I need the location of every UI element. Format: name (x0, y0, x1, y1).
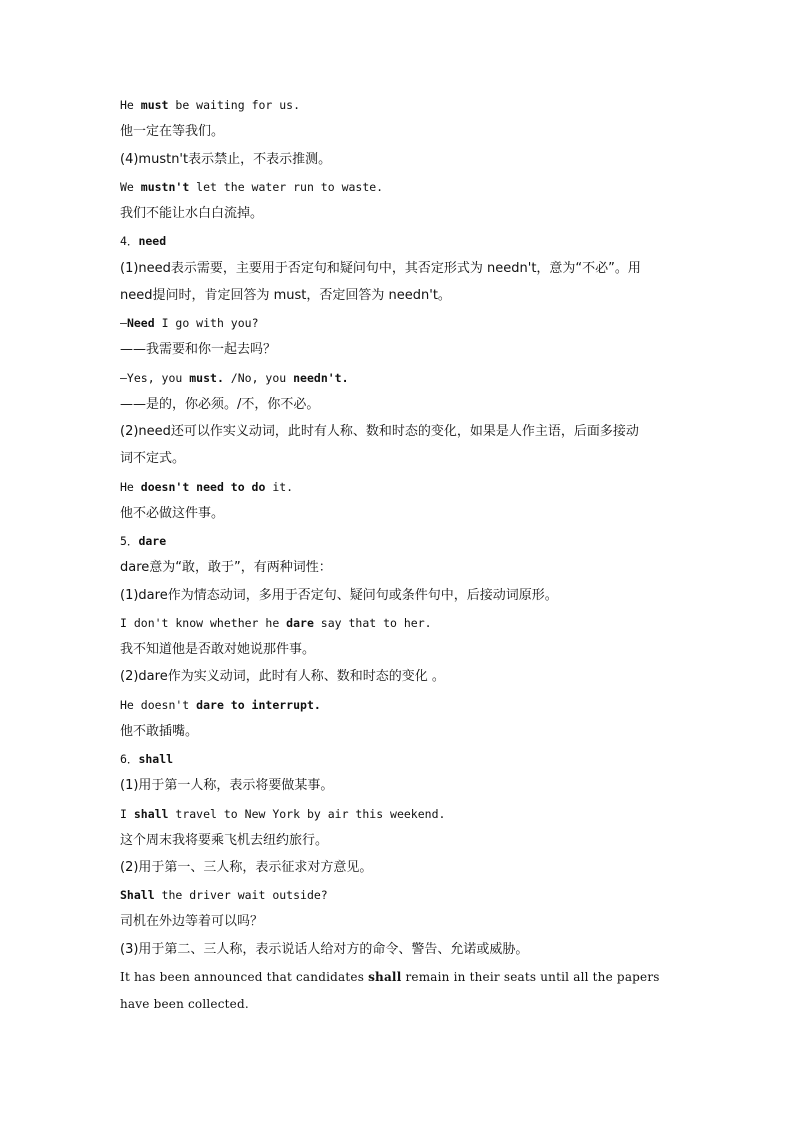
text-segment: (3)用于第二、三人称，表示说话人给对方的命令、警告、允诺或威胁。 (120, 942, 529, 957)
section-heading-shall (120, 749, 690, 769)
rule-point (120, 858, 690, 878)
text-segment: We (120, 180, 141, 194)
section-heading-need (120, 231, 690, 251)
emphasized-text: must. (189, 371, 224, 385)
emphasized-text: shall (133, 807, 169, 821)
dialogue-answer (120, 368, 690, 388)
text-segment: (2)dare作为实义动词，此时有人称、数和时态的变化 。 (120, 669, 445, 684)
translation (120, 504, 690, 524)
example-sentence (120, 613, 690, 633)
text-segment: 我不知道他是否敢对她说那件事。 (120, 642, 316, 657)
dialogue-question (120, 313, 690, 333)
example-sentence (120, 695, 690, 715)
text-segment: ——是的，你必须。/不，你不必。 (120, 397, 320, 412)
text-segment: (1)need表示需要，主要用于否定句和疑问句中，其否定形式为 needn't，意为“不必”。用 (120, 261, 641, 276)
example-sentence-continued (120, 994, 690, 1014)
rule-point (120, 259, 690, 279)
rule-point (120, 667, 690, 687)
text-segment: I go with you? (154, 316, 259, 330)
emphasized-text: Need (126, 316, 155, 330)
text-segment: 5． (120, 534, 139, 548)
text-segment: /No, you (223, 371, 294, 385)
text-segment: let the water run to waste. (189, 180, 384, 194)
text-segment: I (120, 807, 134, 821)
text-segment: (2)用于第一、三人称，表示征求对方意见。 (120, 860, 373, 875)
text-segment: be waiting for us. (168, 98, 301, 112)
text-segment: 4． (120, 234, 139, 248)
text-segment: (2)need还可以作实义动词，此时有人称、数和时态的变化，如果是人作主语，后面多接动 (120, 424, 639, 439)
text-segment: — (120, 316, 127, 330)
text-segment: 6． (120, 752, 139, 766)
text-segment: He (120, 480, 141, 494)
translation (120, 912, 690, 932)
text-segment: remain in their seats until all the papers (401, 970, 660, 984)
text-segment: it. (265, 480, 294, 494)
emphasized-text: doesn't need to do (140, 480, 266, 494)
text-segment: I don't know whether he (120, 616, 287, 630)
example-sentence (120, 967, 690, 987)
rule-point-continued (120, 286, 690, 306)
text-segment: —Yes, you (120, 371, 190, 385)
text-segment: say that to her. (313, 616, 432, 630)
text-segment: He doesn't (120, 698, 197, 712)
emphasized-text: shall (368, 970, 402, 984)
translation (120, 122, 690, 142)
text-segment: He (120, 98, 141, 112)
example-sentence (120, 885, 690, 905)
rule-point (120, 150, 690, 170)
text-segment: 他一定在等我们。 (120, 124, 225, 139)
text-segment: dare意为“敢，敢于”，有两种词性： (120, 560, 332, 575)
example-sentence (120, 477, 690, 497)
translation (120, 722, 690, 742)
section-heading-dare (120, 531, 690, 551)
emphasized-text: Shall (120, 888, 155, 902)
rule-point (120, 940, 690, 960)
rule-point (120, 586, 690, 606)
emphasized-text: must (140, 98, 169, 112)
translation (120, 204, 690, 224)
emphasized-text: shall (138, 752, 174, 766)
emphasized-text: mustn't (140, 180, 190, 194)
text-segment: (1)dare作为情态动词，多用于否定句、疑问句或条件句中，后接动词原形。 (120, 588, 558, 603)
text-segment: 词不定式。 (120, 451, 186, 466)
emphasized-text: need (138, 234, 167, 248)
emphasized-text: dare (138, 534, 167, 548)
emphasized-text: dare to interrupt. (196, 698, 321, 712)
text-segment: It has been announced that candidates (120, 970, 369, 984)
example-sentence (120, 177, 690, 197)
text-segment: have been collected. (120, 997, 249, 1011)
rule-point (120, 776, 690, 796)
text-segment: 我们不能让水白白流掉。 (120, 206, 264, 221)
translation (120, 340, 690, 360)
emphasized-text: needn't. (293, 371, 349, 385)
text-segment: (1)用于第一人称，表示将要做某事。 (120, 778, 334, 793)
text-segment: ——我需要和你一起去吗？ (120, 342, 277, 357)
example-sentence (120, 804, 690, 824)
rule-point-continued (120, 449, 690, 469)
text-segment: 他不必做这件事。 (120, 506, 225, 521)
rule-point (120, 422, 690, 442)
translation (120, 395, 690, 415)
text-segment: 他不敢插嘴。 (120, 724, 199, 739)
example-sentence (120, 95, 690, 115)
rule-intro (120, 558, 690, 578)
text-segment: 司机在外边等着可以吗？ (120, 914, 264, 929)
text-segment: (4)mustn't表示禁止，不表示推测。 (120, 152, 332, 167)
text-segment: the driver wait outside? (154, 888, 328, 902)
translation (120, 831, 690, 851)
text-segment: need提问时，肯定回答为 must，否定回答为 needn't。 (120, 288, 451, 303)
text-segment: 这个周末我将要乘飞机去纽约旅行。 (120, 833, 329, 848)
translation (120, 640, 690, 660)
emphasized-text: dare (286, 616, 314, 630)
text-segment: travel to New York by air this weekend. (168, 807, 446, 821)
